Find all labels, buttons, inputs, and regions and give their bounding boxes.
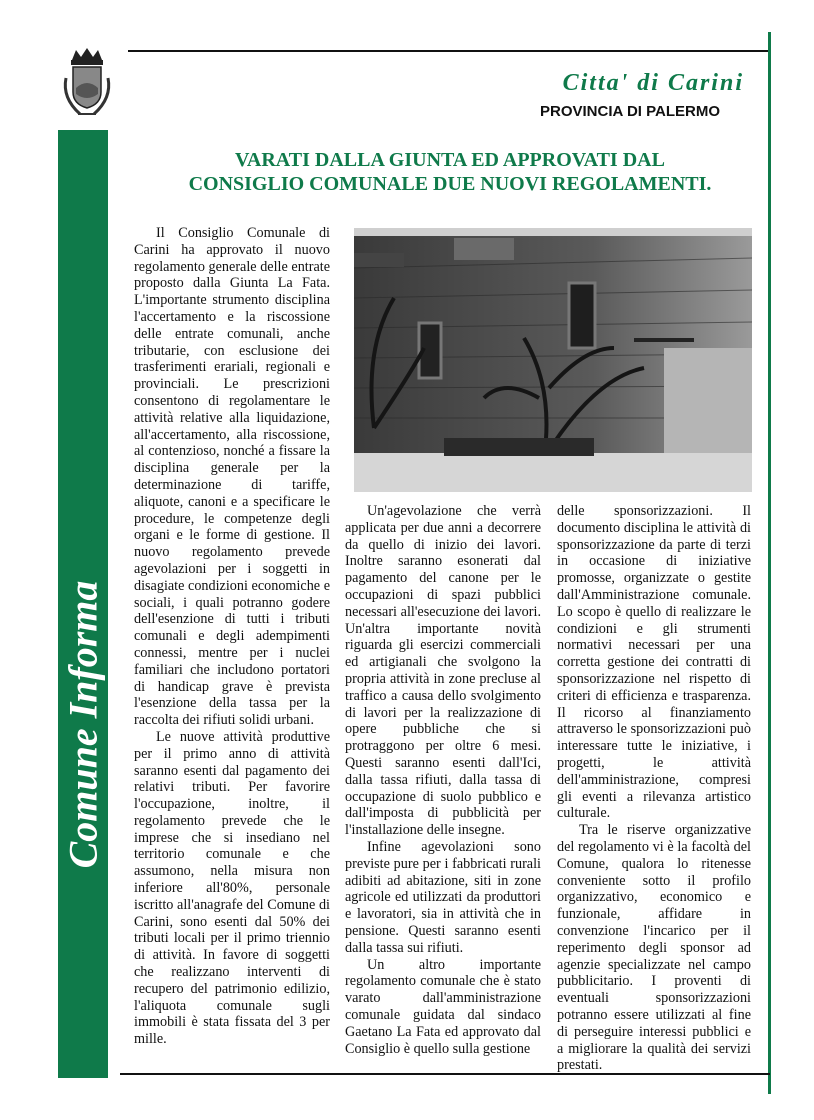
province-subtitle: PROVINCIA DI PALERMO xyxy=(539,103,720,120)
article-column-1 xyxy=(134,225,330,1048)
paragraph: Un altro importante regolamento comunale che è stato varato dall'amministrazione comunale guidata dal sindaco Gaetano La Fata ed approvato dal Consiglio è quello sulla gestione xyxy=(345,956,541,1057)
right-accent-line xyxy=(768,32,771,1094)
headline-line-1: VARATI DALLA GIUNTA ED APPROVATI DAL xyxy=(235,149,665,171)
paragraph: Un'agevolazione che verrà applicata per due anni a decorrere da quello di inizio dei lavori. Inoltre saranno esonerati dal pagamento del canone per le occupazioni di spazi pubblici necessari all'esecuzione dei lavori. Un'altra importante novità riguarda gli esercizi commerciali ed artigianali che svolgono la propria attività in zone precluse al traffico a causa dello svolgimento di lavori per la realizzazione di opere pubbliche che si protraggono per oltre 6 mesi. Questi saranno esenti dall'Ici, dalla tassa rifiuti, dalla tassa di occupazione di suolo pubblico e dall'imposta di pubblicità per l'installazione delle insegne. xyxy=(345,503,541,839)
building-photo xyxy=(354,228,752,492)
city-title: Citta' di Carini xyxy=(562,70,744,96)
sidebar-label-container xyxy=(58,130,108,1078)
paragraph: Il Consiglio Comunale di Carini ha approvato il nuovo regolamento generale delle entrate proposto dalla Giunta La Fata. L'importante strumento disciplina l'accertamento e la riscossione delle entrate comunali, anche tributarie, con esclusione dei trasferimenti erariali, regionali e provinciali. Le prescrizioni consentono di regolamentare le attività relative alla liquidazione, all'accertamento, alla riscossione, al contenzioso, nonché a fissare la disciplina generale per la determinazione di tariffe, aliquote, canoni e a specificare le procedure, le competenze degli organi e le forme di gestione. Il nuovo regolamento prevede agevolazioni per i soggetti in disagiate condizioni economiche e sociali, i quali potranno godere dell'esenzione di tutti i tributi comunali e degli adempimenti connessi, mentre per i nuclei familiari che includono portatori di handicap grave è prevista l'esenzione della tassa per la raccolta dei rifiuti solidi urbani. xyxy=(134,225,330,729)
headline-line-2: CONSIGLIO COMUNALE DUE NUOVI REGOLAMENTI. xyxy=(188,173,712,195)
article-column-2 xyxy=(345,503,541,1057)
top-divider xyxy=(128,50,770,52)
paragraph: delle sponsorizzazioni. Il documento disciplina le attività di sponsorizzazione da parte di terzi in occasione di iniziative promosse, organizzate o gestite dall'Amministrazione comunale. Lo scopo è quello di realizzare le condizioni e gli strumenti normativi necessari per una corretta gestione dei contratti di sponsorizzazione nel rispetto di criteri di efficienza e trasparenza. Il ricorso al finanziamento attraverso le sponsorizzazioni può interessare tutte le iniziative, i progetti, le attività dell'amministrazione, compresi gli eventi a rilevanza artistico culturale. xyxy=(557,503,751,822)
article-headline xyxy=(150,148,750,196)
municipal-crest-icon xyxy=(58,48,116,120)
paragraph: Infine agevolazioni sono previste pure per i fabbricati rurali adibiti ad abitazione, siti in zone agricole ed utilizzati da produttori e lavoratori, sia in attività che in pensione. Questi saranno esenti dalla tassa sui rifiuti. xyxy=(345,838,541,956)
sidebar-label: Comune Informa xyxy=(60,580,106,869)
paragraph: Tra le riserve organizzative del regolamento vi è la facoltà del Comune, qualora lo ritenesse conveniente sotto il profilo organizzativo, economico e funzionale, affidare in convenzione l'incarico per il reperimento degli sponsor ad agenzie specializzate nel campo pubblicitario. I proventi di eventuali sponsorizzazioni potranno essere utilizzati al fine di perseguire interessi pubblici e a migliorare la qualità dei servizi prestati. xyxy=(557,822,751,1074)
article-column-3 xyxy=(557,503,751,1074)
paragraph: Le nuove attività produttive per il primo anno di attività saranno esenti dal pagamento dei relativi tributi. Per favorire l'occupazione, inoltre, il regolamento prevede che le imprese che si insediano nel territorio comunale e che assumono, nella misura non inferiore all'80%, personale iscritto all'anagrafe del Comune di Carini, sono esenti dal 50% dei tributi locali per il primo triennio di attività. In favore di soggetti che realizzano interventi di recupero del patrimonio edilizio, l'aliquota comunale sugli immobili è stata fissata del 3 per mille. xyxy=(134,728,330,1048)
